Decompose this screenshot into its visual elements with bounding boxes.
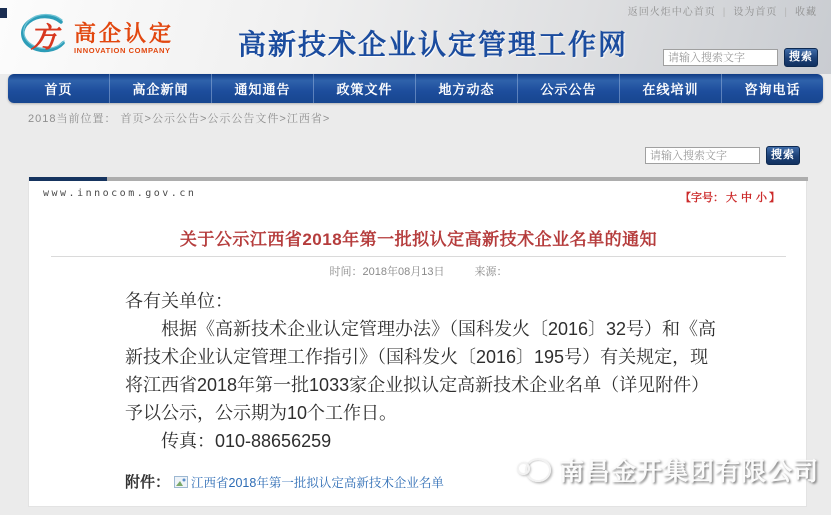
font-size-small[interactable]: 小	[756, 192, 767, 204]
nav-item-local-updates[interactable]: 地方动态	[415, 74, 517, 103]
nav-item-news[interactable]: 高企新闻	[109, 74, 211, 103]
font-size-medium[interactable]: 中	[741, 192, 752, 204]
content-top-bar	[29, 177, 808, 181]
site-url-label: www.innocom.gov.cn	[43, 188, 197, 199]
font-tool-prefix: 【字号：	[680, 192, 724, 204]
attachment-label: 附件：	[125, 474, 171, 491]
nav-item-public-announcements[interactable]: 公示公告	[517, 74, 619, 103]
site-logo[interactable]	[16, 13, 174, 64]
breadcrumb	[28, 110, 330, 126]
nav-item-online-training[interactable]: 在线培训	[619, 74, 721, 103]
article-meta	[29, 263, 808, 279]
font-size-large[interactable]: 大	[726, 192, 737, 204]
favorite-link[interactable]: 收藏	[795, 7, 817, 18]
link-separator: |	[722, 7, 727, 18]
header-search-button[interactable]: 搜索	[784, 48, 818, 67]
logo-name: 高企认定	[74, 21, 175, 46]
article-body	[125, 287, 717, 455]
link-separator: |	[784, 7, 788, 18]
meta-time-label: 时间：	[329, 266, 363, 278]
font-size-tool	[680, 189, 780, 205]
body-paragraph: 根据《高新技术企业认定管理办法》（国科发火〔2016〕32号）和《高新技术企业认定管理工作指引》（国科发火〔2016〕195号）有关规定，现将江西省2018年第一批1033家企业拟认定高新技术企业名单（详见附件）予以公示，公示期为10个工作日。	[125, 319, 717, 423]
svg-text:方: 方	[30, 23, 59, 54]
logo-swoosh-icon	[16, 13, 68, 64]
logo-subtitle: INNOVATION COMPANY	[74, 46, 171, 55]
body-salutation: 各有关单位：	[125, 291, 233, 311]
watermark-company-name: 南昌金开集团有限公司	[558, 458, 819, 486]
article-container	[28, 177, 807, 507]
nav-item-notices[interactable]: 通知通告	[211, 74, 313, 103]
header-search-input[interactable]	[663, 49, 778, 66]
breadcrumb-prefix: 2018当前位置：	[28, 113, 117, 125]
attachment-row	[125, 471, 444, 492]
corner-decoration	[0, 8, 7, 18]
meta-time-value: 2018年08月13日	[362, 266, 445, 278]
nav-item-home[interactable]: 首页	[44, 82, 73, 97]
nav-item-policy-documents[interactable]: 政策文件	[313, 74, 415, 103]
set-home-link[interactable]: 设为首页	[733, 7, 778, 18]
article-title: 关于公示江西省2018年第一批拟认定高新技术企业名单的通知	[179, 230, 658, 249]
torch-home-link[interactable]: 返回火炬中心首页	[627, 7, 716, 18]
content-top-bar-accent	[29, 177, 107, 181]
attachment-file-icon	[174, 476, 188, 488]
attachment-link[interactable]: 江西省2018年第一批拟认定高新技术企业名单	[191, 475, 444, 490]
content-search-button[interactable]: 搜索	[766, 146, 800, 165]
utility-links	[628, 3, 817, 18]
content-search-input[interactable]	[645, 147, 760, 164]
main-navigation	[8, 74, 823, 103]
site-title: 高新技术企业认定管理工作网	[238, 29, 629, 60]
font-tool-suffix: 】	[769, 192, 780, 204]
site-header	[0, 0, 831, 74]
nav-item-contact-phone[interactable]: 咨询电话	[721, 74, 823, 103]
body-fax-line: 传真：010-88656259	[161, 431, 332, 451]
meta-source-label: 来源：	[474, 266, 508, 278]
breadcrumb-path[interactable]: 首页>公示公告>公示公告文件>江西省>	[120, 113, 331, 125]
title-divider	[51, 256, 786, 257]
